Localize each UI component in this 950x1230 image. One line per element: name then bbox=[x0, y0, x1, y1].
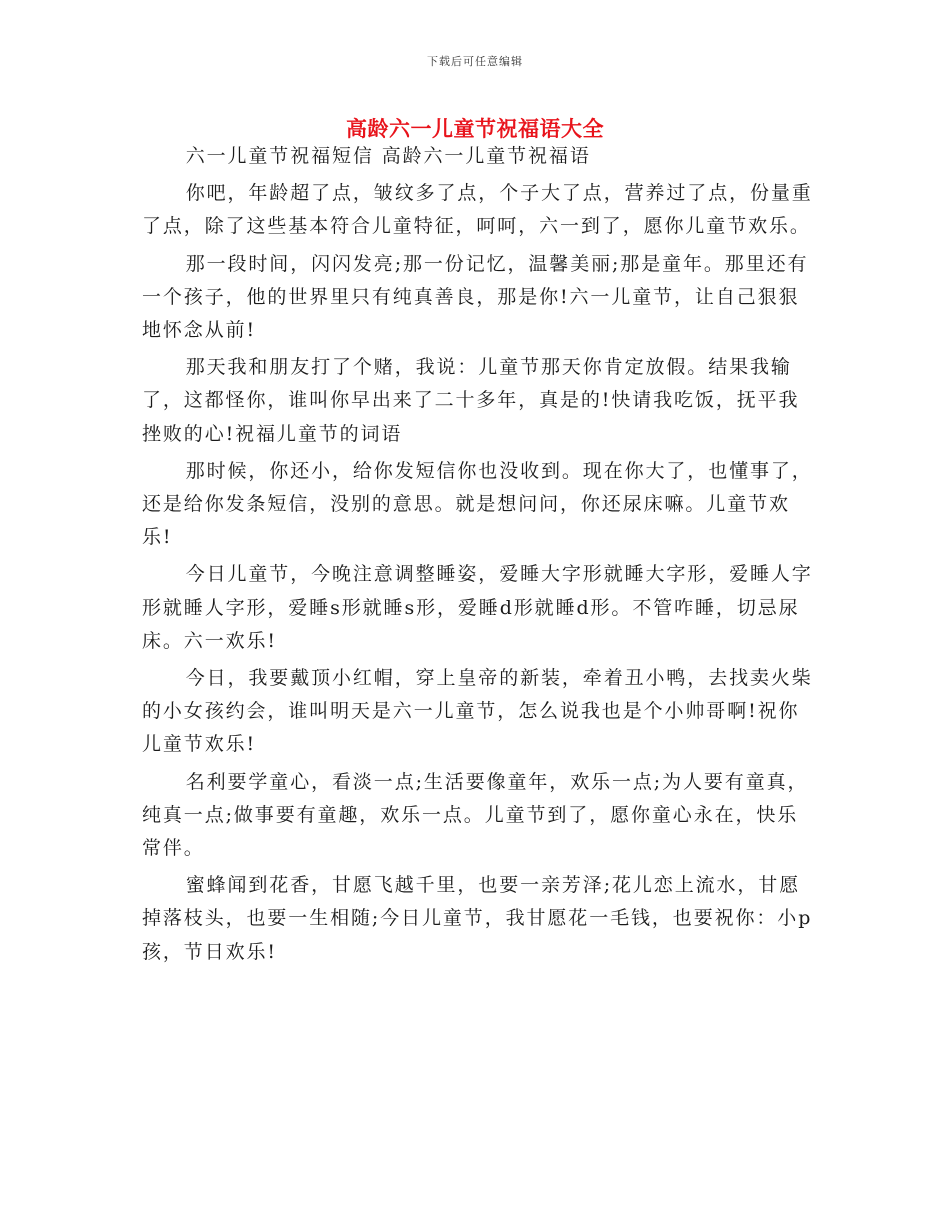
header-note: 下载后可任意编辑 bbox=[427, 55, 523, 68]
paragraph-7: 名利要学童心，看淡一点;生活要像童年，欢乐一点;为人要有童真，纯真一点;做事要有童趣，欢乐一点。儿童节到了，愿你童心永在，快乐常伴。 bbox=[142, 770, 809, 860]
paragraph-8: 蜜蜂闻到花香，甘愿飞越千里，也要一亲芳泽;花儿恋上流水，甘愿掉落枝头，也要一生相随;今日儿童节，我甘愿花一毛钱，也要祝你：小p孩，节日欢乐! bbox=[142, 874, 813, 963]
paragraph-4: 那时候，你还小，给你发短信你也没收到。现在你大了，也懂事了，还是给你发条短信，没别的意思。就是想问问，你还尿床嘛。儿童节欢乐! bbox=[142, 459, 813, 549]
document-title: 高龄六一儿童节祝福语大全 bbox=[346, 116, 604, 141]
document-body bbox=[142, 140, 814, 969]
paragraph-3: 那天我和朋友打了个赌，我说：儿童节那天你肯定放假。结果我输了，这都怪你，谁叫你早出来了二十多年，真是的!快请我吃饭，抚平我挫败的心!祝福儿童节的词语 bbox=[142, 356, 800, 445]
paragraph-6: 今日，我要戴顶小红帽，穿上皇帝的新装，牵着丑小鸭，去找卖火柴的小女孩约会，谁叫明天是六一儿童节，怎么说我也是个小帅哥啊!祝你儿童节欢乐! bbox=[142, 667, 813, 756]
paragraph-1: 你吧，年龄超了点，皱纹多了点，个子大了点，营养过了点，份量重了点，除了这些基本符合儿童特征，呵呵，六一到了，愿你儿童节欢乐。 bbox=[142, 182, 813, 238]
document-subtitle: 六一儿童节祝福短信 高龄六一儿童节祝福语 bbox=[185, 145, 591, 167]
paragraph-5: 今日儿童节，今晚注意调整睡姿，爱睡大字形就睡大字形，爱睡人字形就睡人字形，爱睡s形就睡s形，爱睡d形就睡d形。不管咋睡，切忌尿床。六一欢乐! bbox=[142, 563, 813, 652]
paragraph-2: 那一段时间，闪闪发亮;那一份记忆，温馨美丽;那是童年。那里还有一个孩子，他的世界里只有纯真善良，那是你!六一儿童节，让自己狠狠地怀念从前! bbox=[142, 252, 809, 342]
